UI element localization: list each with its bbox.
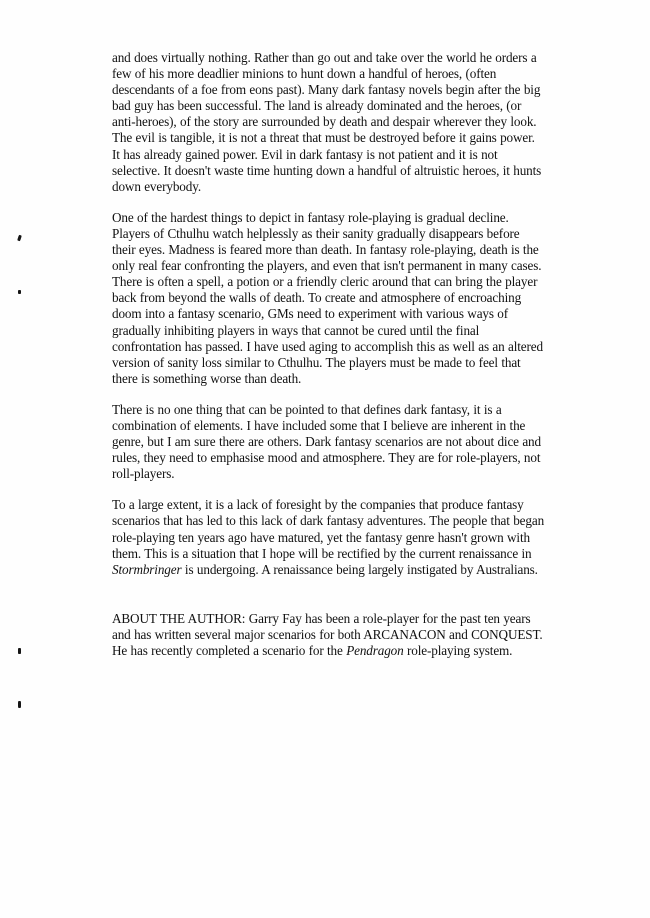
paragraph-text-run: and does virtually nothing. Rather than go out and take over the world he orders a few of his more deadlier minions to hunt down a handful of heroes, (often descendants of a foe from eons past). Many dark fantasy novels begin after the big bad guy has been successful. The land is already dominated and the heroes, (or anti-heroes), of the story are surrounded by death and despair wherever they look. The evil is tangible, it is not a threat that must be destroyed before it gains power. It has already gained power. Evil in dark fantasy is not patient and it is not selective. It doesn't waste time hunting down a handful of altruistic heroes, it hunts down everybody. [112, 50, 542, 194]
para-lack-of-foresight [112, 497, 546, 577]
margin-speck-icon [17, 235, 22, 242]
paragraph-text-run: is undergoing. A renaissance being largely instigated by Australians. [181, 561, 538, 577]
paragraph-text-run: One of the hardest things to depict in fantasy role-playing is gradual decline. Players of Cthulhu watch helplessly as their sanity gradually disappears before their eyes. Madness is feared more than death. In fantasy role-playing, death is the only real fear confronting the players, and even that isn't permanent in many cases. There is often a spell, a potion or a friendly cleric around that can bring the player back from beyond the walls of death. To create and atmosphere of encroaching doom into a fantasy scenario, GMs need to experiment with various ways of gradually inhibiting players in ways that cannot be cured until the final confrontation has passed. I have used aging to accomplish this as well as an altered version of sanity loss similar to Cthulhu. The players must be made to feel that there is something worse than death. [112, 209, 543, 386]
paragraph-text-run: To a large extent, it is a lack of foresight by the companies that produce fantasy scenarios that has led to this lack of dark fantasy adventures. The people that began role-playing ten years ago have matured, yet the fantasy genre hasn't grown with them. This is a situation that I hope will be rectified by the current renaissance in [112, 497, 545, 561]
paragraph-text-run: ABOUT THE AUTHOR: Garry Fay has been a role-player for the past ten years and has written several major scenarios for both ARCANACON and CONQUEST. He has recently completed a scenario for the [112, 610, 543, 658]
paragraph-text-run: There is no one thing that can be pointed to that defines dark fantasy, it is a combination of elements. I have included some that I believe are inherent in the genre, but I am sure there are others. Dark fantasy scenarios are not about dice and rules, they need to emphasise mood and atmosphere. They are for role-players, not roll-players. [112, 401, 541, 482]
paragraph-text-run: role-playing system. [403, 643, 513, 658]
margin-speck-icon [18, 290, 21, 294]
para-dark-fantasy-evil [112, 50, 546, 195]
italic-title-text: Pendragon [346, 643, 404, 658]
margin-speck-icon [18, 701, 21, 708]
para-about-the-author [112, 611, 546, 659]
para-combination-of-elements [112, 402, 546, 482]
document-text-column [112, 50, 546, 674]
italic-title-text: Stormbringer [112, 561, 182, 577]
margin-speck-icon [18, 648, 21, 654]
para-gradual-decline [112, 210, 546, 387]
